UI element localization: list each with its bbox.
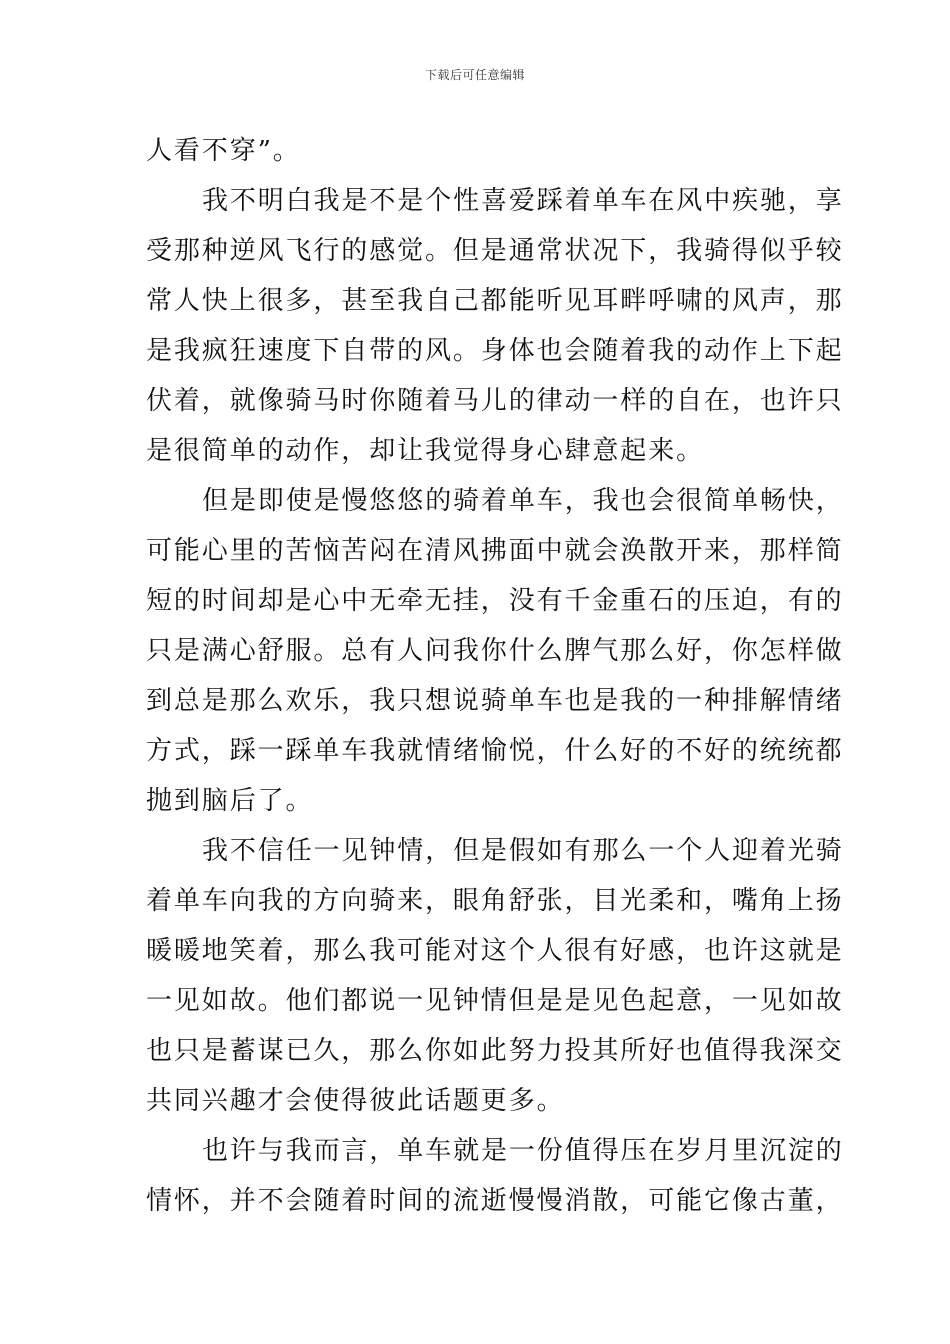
text-line: 是我疯狂速度下自带的风。身体也会随着我的动作上下起 <box>146 336 844 366</box>
text-line: 暖暖地笑着，那么我可能对这个人很有好感，也许这就是 <box>146 936 844 966</box>
text-line: 共同兴趣才会使得彼此话题更多。 <box>146 1086 565 1116</box>
text-line: 短的时间却是心中无牵无挂，没有千金重石的压迫，有的 <box>146 586 844 616</box>
text-line: 我不信任一见钟情，但是假如有那么一个人迎着光骑 <box>202 836 844 866</box>
page-header: 下载后可任意编辑 <box>424 68 525 82</box>
text-line: 也许与我而言，单车就是一份值得压在岁月里沉淀的 <box>202 1136 844 1166</box>
text-line: 只是满心舒服。总有人问我你什么脾气那么好，你怎样做 <box>146 636 844 666</box>
text-line: 是很简单的动作，却让我觉得身心肆意起来。 <box>146 436 705 466</box>
text-line: 情怀，并不会随着时间的流逝慢慢消散，可能它像古董， <box>146 1186 844 1216</box>
text-line: 着单车向我的方向骑来，眼角舒张，目光柔和，嘴角上扬 <box>146 886 844 916</box>
text-line: 我不明白我是不是个性喜爱踩着单车在风中疾驰，享 <box>202 186 844 216</box>
text-line: 常人快上很多，甚至我自己都能听见耳畔呼啸的风声，那 <box>146 286 844 316</box>
text-line: 但是即使是慢悠悠的骑着单车，我也会很简单畅快， <box>202 486 844 516</box>
text-line: 抛到脑后了。 <box>146 786 314 816</box>
text-line: 人看不穿”。 <box>146 136 301 166</box>
document-body <box>146 126 844 1226</box>
text-line: 也只是蓄谋已久，那么你如此努力投其所好也值得我深交 <box>146 1036 844 1066</box>
text-line: 一见如故。他们都说一见钟情但是是见色起意，一见如故 <box>146 986 844 1016</box>
text-line: 受那种逆风飞行的感觉。但是通常状况下，我骑得似乎较 <box>146 236 844 266</box>
text-line: 伏着，就像骑马时你随着马儿的律动一样的自在，也许只 <box>146 386 844 416</box>
text-line: 可能心里的苦恼苦闷在清风拂面中就会涣散开来，那样简 <box>146 536 844 566</box>
text-line: 到总是那么欢乐，我只想说骑单车也是我的一种排解情绪 <box>146 686 844 716</box>
text-line: 方式，踩一踩单车我就情绪愉悦，什么好的不好的统统都 <box>146 736 844 766</box>
